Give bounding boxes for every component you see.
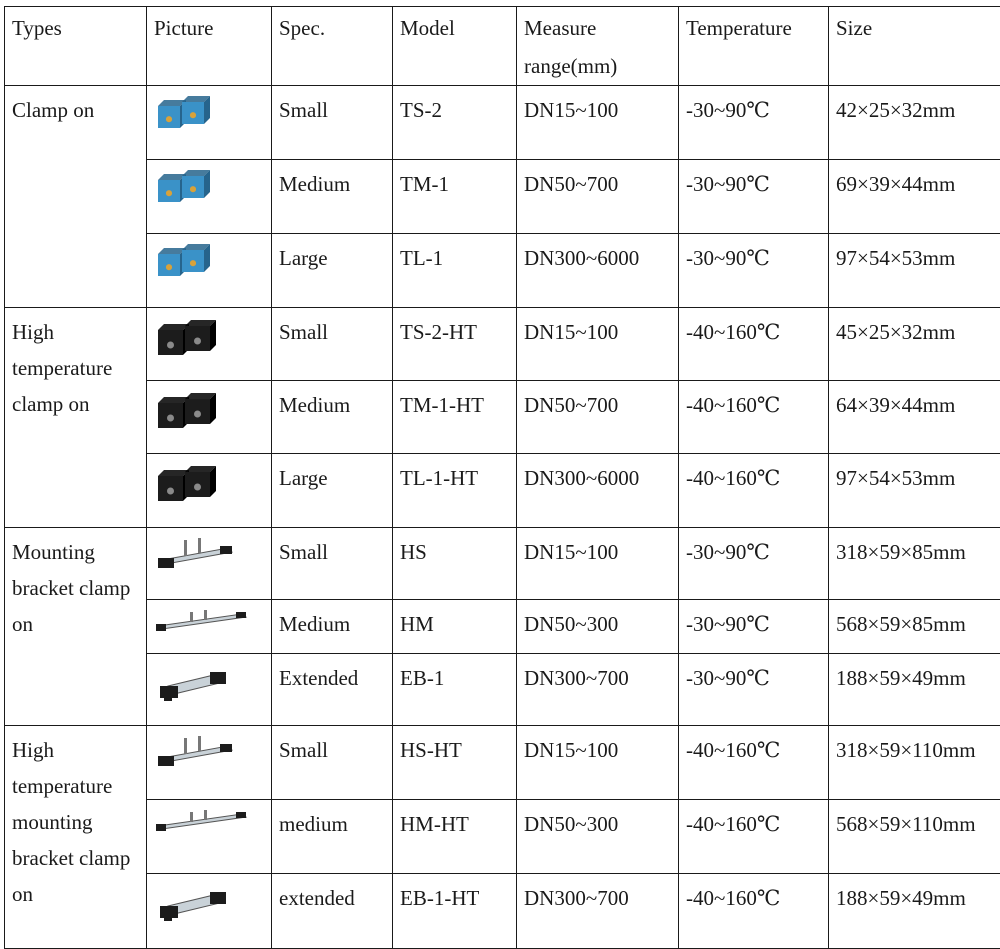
size-cell: 45×25×32mm	[829, 308, 1000, 381]
spec-cell: Large	[272, 234, 393, 308]
model-cell: HM	[393, 600, 517, 654]
table-row	[5, 160, 1000, 234]
spec-cell: Small	[272, 308, 393, 381]
size-cell: 188×59×49mm	[829, 654, 1000, 726]
picture-cell	[147, 381, 272, 454]
size-cell: 188×59×49mm	[829, 874, 1000, 949]
picture-cell	[147, 600, 272, 654]
temperature-cell: -30~90℃	[679, 160, 829, 234]
table-row	[5, 308, 1000, 381]
spec-cell: extended	[272, 874, 393, 949]
temperature-cell: -30~90℃	[679, 654, 829, 726]
size-cell: 568×59×85mm	[829, 600, 1000, 654]
range-cell: DN300~6000	[517, 234, 679, 308]
temperature-cell: -30~90℃	[679, 86, 829, 160]
table-row	[5, 726, 1000, 800]
header-spec: Spec.	[272, 7, 393, 86]
size-cell: 568×59×110mm	[829, 800, 1000, 874]
range-cell: DN300~700	[517, 654, 679, 726]
spec-cell: medium	[272, 800, 393, 874]
range-cell: DN15~100	[517, 308, 679, 381]
blue-transducer-image	[154, 240, 212, 280]
temperature-cell: -40~160℃	[679, 308, 829, 381]
picture-cell	[147, 654, 272, 726]
model-cell: EB-1	[393, 654, 517, 726]
mounting-bracket-long-image	[154, 606, 250, 636]
picture-cell	[147, 86, 272, 160]
mounting-bracket-long-image	[154, 806, 250, 836]
black-transducer-image	[154, 387, 218, 433]
picture-cell	[147, 234, 272, 308]
temperature-cell: -30~90℃	[679, 528, 829, 600]
type-clamp-on: Clamp on	[5, 86, 147, 308]
size-cell: 64×39×44mm	[829, 381, 1000, 454]
temperature-cell: -40~160℃	[679, 726, 829, 800]
black-transducer-image	[154, 460, 218, 506]
header-row	[5, 7, 1000, 86]
temperature-cell: -40~160℃	[679, 874, 829, 949]
type-mounting-bracket-clamp-on: Mounting bracket clamp on	[5, 528, 147, 726]
range-cell: DN300~6000	[517, 454, 679, 528]
table-row	[5, 528, 1000, 600]
model-cell: TM-1	[393, 160, 517, 234]
size-cell: 97×54×53mm	[829, 454, 1000, 528]
size-cell: 318×59×85mm	[829, 528, 1000, 600]
model-cell: TS-2	[393, 86, 517, 160]
spec-cell: Extended	[272, 654, 393, 726]
size-cell: 69×39×44mm	[829, 160, 1000, 234]
mounting-bracket-image	[154, 534, 238, 574]
picture-cell	[147, 308, 272, 381]
table-row	[5, 86, 1000, 160]
table-row	[5, 600, 1000, 654]
table-row	[5, 654, 1000, 726]
range-cell: DN300~700	[517, 874, 679, 949]
range-cell: DN50~700	[517, 160, 679, 234]
temperature-cell: -40~160℃	[679, 454, 829, 528]
table-row	[5, 381, 1000, 454]
picture-cell	[147, 800, 272, 874]
table-row	[5, 454, 1000, 528]
range-cell: DN15~100	[517, 726, 679, 800]
size-cell: 318×59×110mm	[829, 726, 1000, 800]
spec-cell: Small	[272, 86, 393, 160]
spec-cell: Small	[272, 528, 393, 600]
picture-cell	[147, 528, 272, 600]
spec-table	[4, 6, 1000, 949]
spec-cell: Large	[272, 454, 393, 528]
range-cell: DN50~700	[517, 381, 679, 454]
header-types: Types	[5, 7, 147, 86]
header-picture: Picture	[147, 7, 272, 86]
picture-cell	[147, 874, 272, 949]
blue-transducer-image	[154, 166, 212, 206]
range-cell: DN50~300	[517, 800, 679, 874]
model-cell: HM-HT	[393, 800, 517, 874]
temperature-cell: -40~160℃	[679, 800, 829, 874]
temperature-cell: -30~90℃	[679, 234, 829, 308]
header-size: Size	[829, 7, 1000, 86]
model-cell: TL-1	[393, 234, 517, 308]
range-cell: DN15~100	[517, 86, 679, 160]
spec-cell: Medium	[272, 600, 393, 654]
spec-cell: Medium	[272, 381, 393, 454]
spec-cell: Medium	[272, 160, 393, 234]
table-row	[5, 234, 1000, 308]
temperature-cell: -30~90℃	[679, 600, 829, 654]
model-cell: TL-1-HT	[393, 454, 517, 528]
header-temperature: Temperature	[679, 7, 829, 86]
type-high-temperature-clamp-on: High temperature clamp on	[5, 308, 147, 528]
picture-cell	[147, 160, 272, 234]
table-row	[5, 800, 1000, 874]
header-model: Model	[393, 7, 517, 86]
size-cell: 97×54×53mm	[829, 234, 1000, 308]
range-cell: DN15~100	[517, 528, 679, 600]
model-cell: TM-1-HT	[393, 381, 517, 454]
header-measure-range: Measure range(mm)	[517, 7, 679, 86]
size-cell: 42×25×32mm	[829, 86, 1000, 160]
model-cell: TS-2-HT	[393, 308, 517, 381]
extended-bracket-image	[154, 660, 232, 704]
model-cell: EB-1-HT	[393, 874, 517, 949]
black-transducer-image	[154, 314, 218, 360]
picture-cell	[147, 726, 272, 800]
spec-cell: Small	[272, 726, 393, 800]
model-cell: HS	[393, 528, 517, 600]
picture-cell	[147, 454, 272, 528]
range-cell: DN50~300	[517, 600, 679, 654]
temperature-cell: -40~160℃	[679, 381, 829, 454]
model-cell: HS-HT	[393, 726, 517, 800]
extended-bracket-image	[154, 880, 232, 924]
blue-transducer-image	[154, 92, 212, 132]
type-high-temperature-mounting-bracket-clamp-on: High temperature mounting bracket clamp on	[5, 726, 147, 949]
table-row	[5, 874, 1000, 949]
mounting-bracket-image	[154, 732, 238, 772]
